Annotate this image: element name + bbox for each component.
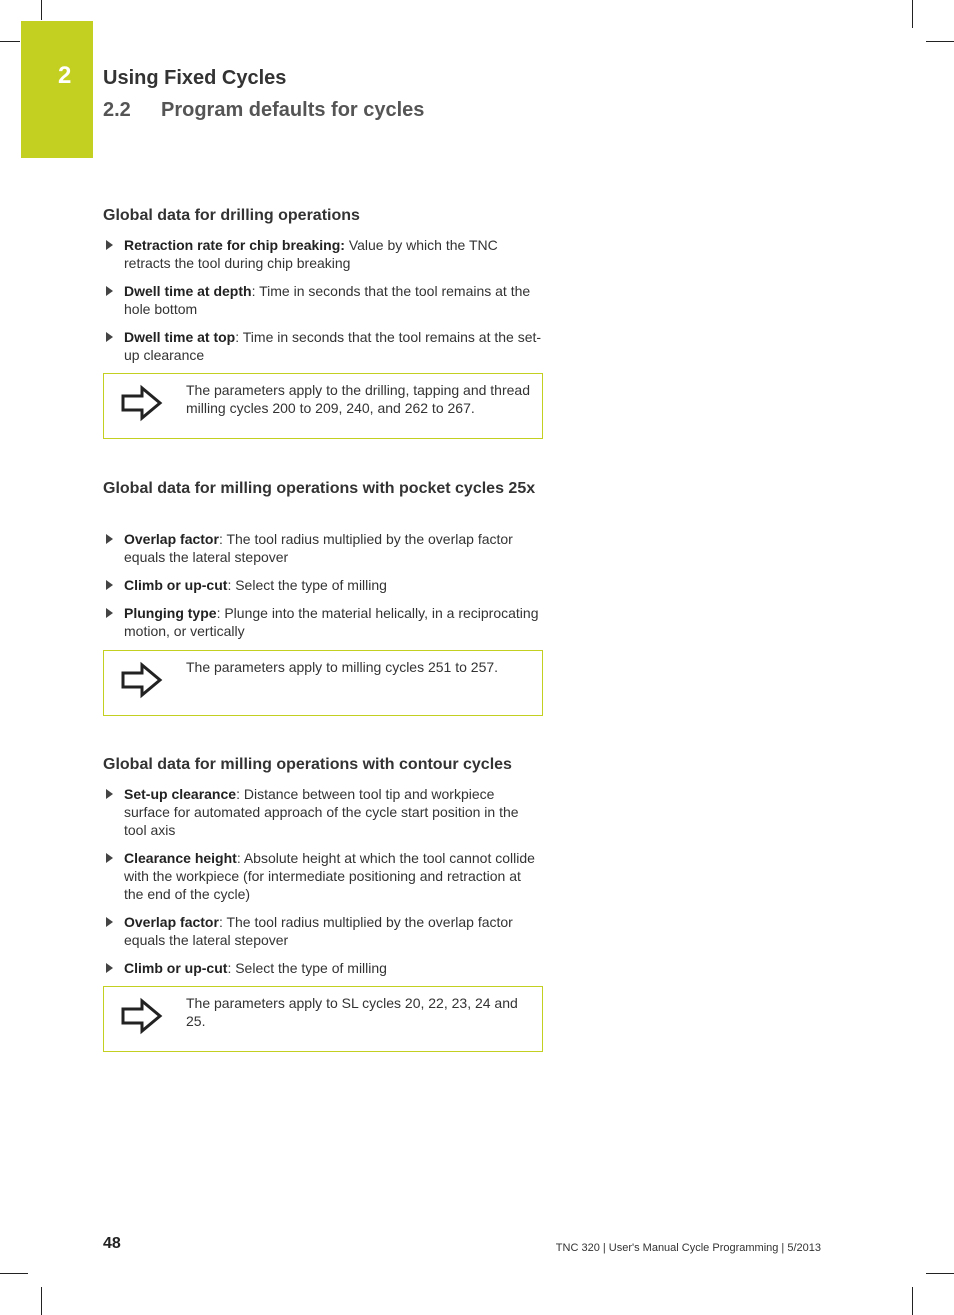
list-item: Climb or up-cut: Select the type of milling — [103, 576, 543, 594]
list-item: Dwell time at depth: Time in seconds that the tool remains at the hole bottom — [103, 282, 543, 318]
list-item: Overlap factor: The tool radius multiplied by the overlap factor equals the lateral stepover — [103, 913, 543, 949]
crop-mark — [41, 0, 42, 20]
list-item: Set-up clearance: Distance between tool tip and workpiece surface for automated approach of the cycle start position in the tool axis — [103, 785, 543, 839]
crop-mark — [926, 41, 954, 42]
crop-mark — [0, 1273, 28, 1274]
note-box — [103, 986, 543, 1052]
list-item: Climb or up-cut: Select the type of milling — [103, 959, 543, 977]
triangle-bullet-icon — [106, 332, 113, 342]
triangle-bullet-icon — [106, 286, 113, 296]
arrow-right-icon — [120, 384, 164, 422]
list-item: Plunging type: Plunge into the material helically, in a reciprocating motion, or vertically — [103, 604, 543, 640]
note-box — [103, 650, 543, 716]
triangle-bullet-icon — [106, 580, 113, 590]
footer-text: TNC 320 | User's Manual Cycle Programming | 5/2013 — [555, 1242, 821, 1254]
triangle-bullet-icon — [106, 534, 113, 544]
triangle-bullet-icon — [106, 789, 113, 799]
pocket-parameter-list — [103, 530, 543, 650]
crop-mark — [926, 1273, 954, 1274]
section-heading-contour-cycles: Global data for milling operations with contour cycles — [103, 756, 512, 773]
section-heading-drilling: Global data for drilling operations — [103, 207, 360, 224]
note-text: The parameters apply to the drilling, tapping and thread milling cycles 200 to 209, 240, and 262 to 267. — [186, 382, 530, 416]
chapter-tab — [21, 21, 93, 158]
list-item: Dwell time at top: Time in seconds that the tool remains at the set-up clearance — [103, 328, 543, 364]
section-title: Program defaults for cycles — [161, 99, 425, 121]
drilling-parameter-list — [103, 236, 543, 374]
crop-mark — [912, 1287, 913, 1315]
crop-mark — [0, 41, 20, 42]
list-item: Clearance height: Absolute height at which the tool cannot collide with the workpiece (for intermediate positioning and retraction at the end of the cycle) — [103, 849, 543, 903]
list-item: Retraction rate for chip breaking: Value by which the TNC retracts the tool during chip breaking — [103, 236, 543, 272]
crop-mark — [41, 1287, 42, 1315]
crop-mark — [912, 0, 913, 28]
triangle-bullet-icon — [106, 608, 113, 618]
triangle-bullet-icon — [106, 963, 113, 973]
note-box — [103, 373, 543, 439]
list-item: Overlap factor: The tool radius multiplied by the overlap factor equals the lateral stepover — [103, 530, 543, 566]
section-heading-pocket-cycles: Global data for milling operations with pocket cycles 25x — [103, 480, 536, 497]
triangle-bullet-icon — [106, 917, 113, 927]
triangle-bullet-icon — [106, 240, 113, 250]
chapter-title: Using Fixed Cycles — [103, 67, 287, 89]
arrow-right-icon — [120, 661, 164, 699]
triangle-bullet-icon — [106, 853, 113, 863]
section-number: 2.2 — [103, 99, 131, 121]
chapter-number: 2 — [58, 62, 72, 89]
contour-parameter-list — [103, 785, 543, 987]
arrow-right-icon — [120, 997, 164, 1035]
note-text: The parameters apply to milling cycles 251 to 257. — [186, 659, 499, 675]
page-number: 48 — [103, 1235, 121, 1252]
note-text: The parameters apply to SL cycles 20, 22, 23, 24 and 25. — [186, 995, 518, 1029]
